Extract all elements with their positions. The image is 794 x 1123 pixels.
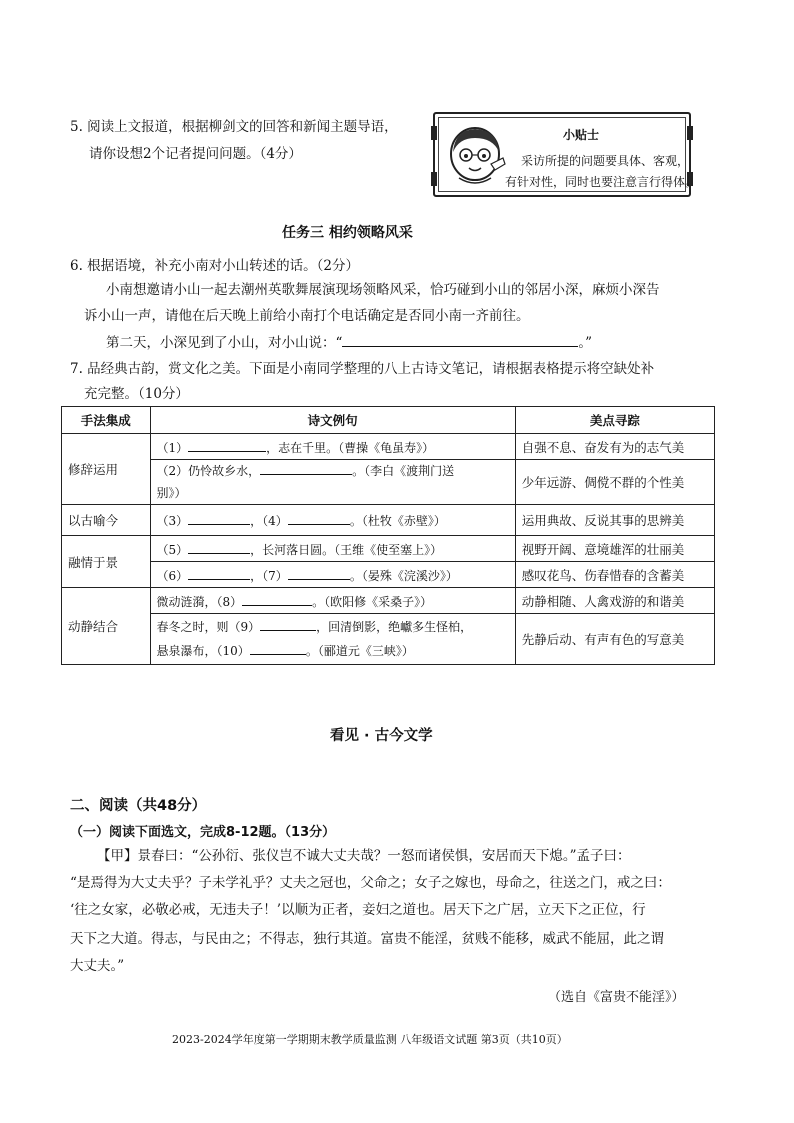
- tip-box: [433, 112, 698, 197]
- page-footer: 2023-2024学年度第一学期期末教学质量监测 八年级语文试题 第3页（共10页）: [172, 1033, 568, 1046]
- blank-6[interactable]: [188, 566, 250, 580]
- row2-example: （2）仍怜故乡水， 。（李白《渡荆门送 别》）: [150, 460, 515, 505]
- row7-beauty: 先静后动、有声有色的写意美: [515, 614, 714, 665]
- passage-line5: 大丈夫。”: [70, 958, 125, 974]
- blank-4[interactable]: [288, 511, 350, 525]
- q5-line2: 请你设想2个记者提问问题。（4分）: [89, 146, 302, 162]
- blank-5[interactable]: [188, 540, 250, 554]
- group-allusion: 以古喻今: [62, 505, 151, 536]
- blank-2[interactable]: [260, 461, 352, 475]
- q6-answer-blank[interactable]: [342, 333, 578, 347]
- row3-example: （3） ，（4） 。（杜牧《赤壁》）: [150, 505, 515, 536]
- table-header-row: [62, 407, 715, 434]
- table-row: [62, 536, 715, 562]
- tip-line1: 采访所提的问题要具体、客观，: [521, 154, 690, 168]
- row4-beauty: 视野开阔、意境雄浑的壮丽美: [515, 536, 714, 562]
- q7-line1: 7. 品经典古韵，赏文化之美。下面是小南同学整理的八上古诗文笔记，请根据表格提示将空缺处补: [70, 361, 655, 377]
- teacher-avatar-icon: [445, 124, 507, 188]
- tip-line2: 有针对性，同时也要注意言行得体。: [505, 175, 698, 189]
- table-row: [62, 588, 715, 614]
- blank-7[interactable]: [288, 566, 350, 580]
- table-row: [62, 614, 715, 665]
- q6-line4-suffix: 。”: [578, 335, 593, 351]
- q7-line2: 充完整。（10分）: [84, 386, 189, 402]
- passage-line2: “是焉得为大丈夫乎？子未学礼乎？丈夫之冠也，父命之；女子之嫁也，母命之，往送之门，戒之曰：: [70, 875, 671, 891]
- row5-example: （6） ，（7） 。（晏殊《浣溪沙》）: [150, 562, 515, 588]
- part2-title: 二、阅读（共48分）: [70, 798, 207, 814]
- group-scenery: 融情于景: [62, 536, 151, 588]
- row1-example: （1） ，志在千里。（曹操《龟虽寿》）: [150, 434, 515, 460]
- q6-line4: [106, 333, 592, 352]
- blank-1[interactable]: [188, 438, 266, 452]
- q6-line1: 6. 根据语境，补充小南对小山转述的话。（2分）: [70, 258, 360, 274]
- q6-line4-prefix: 第二天，小深见到了小山，对小山说：“: [106, 335, 343, 351]
- blank-3[interactable]: [188, 511, 250, 525]
- group-motion-stillness: 动静结合: [62, 588, 151, 665]
- row7-example: 春冬之时，则（9） ，回清倒影，绝巘多生怪柏， 悬泉瀑布，（10） 。（郦道元《三峡》）: [150, 614, 515, 665]
- row5-beauty: 感叹花鸟、伤春惜春的含蓄美: [515, 562, 714, 588]
- passage-line1: 【甲】景春曰：“公孙衍、张仪岂不诚大丈夫哉？一怒而诸侯惧，安居而天下熄。”孟子曰：: [97, 848, 631, 864]
- q6-line2: 小南想邀请小山一起去潮州英歌舞展演现场领略风采，恰巧碰到小山的邻居小深，麻烦小深告: [106, 282, 660, 298]
- group-rhetoric: 修辞运用: [62, 434, 151, 505]
- q5-line1: 5. 阅读上文报道，根据柳剑文的回答和新闻主题导语，: [70, 119, 398, 135]
- row6-example: 微动涟漪，（8） 。（欧阳修《采桑子》）: [150, 588, 515, 614]
- passage-line4: 天下之大道。得志，与民由之；不得志，独行其道。富贵不能淫，贫贱不能移，威武不能屈，此之谓: [70, 931, 664, 947]
- table-row: [62, 434, 715, 460]
- table-row: [62, 562, 715, 588]
- blank-8[interactable]: [242, 592, 312, 606]
- tip-title: 小贴士: [563, 128, 600, 142]
- sub1-title: （一）阅读下面选文，完成8-12题。（13分）: [70, 825, 336, 840]
- header-beauty: 美点寻踪: [515, 407, 714, 434]
- header-technique: 手法集成: [62, 407, 151, 434]
- row4-example: （5） ，长河落日圆。（王维《使至塞上》）: [150, 536, 515, 562]
- poetry-notes-table: [61, 406, 715, 665]
- blank-9[interactable]: [260, 617, 316, 631]
- header-example: 诗文例句: [150, 407, 515, 434]
- passage-source: （选自《富贵不能淫》）: [548, 990, 685, 1005]
- q6-line3: 诉小山一声，请他在后天晚上前给小南打个电话确定是否同小南一齐前往。: [84, 308, 530, 324]
- section-title: 看见 · 古今文学: [330, 728, 433, 744]
- table-row: [62, 460, 715, 505]
- task3-heading: 任务三 相约领略风采: [282, 225, 413, 241]
- passage-line3: ‘往之女家，必敬必戒，无违夫子！’以顺为正者，妾妇之道也。居天下之广居，立天下之正位，行: [70, 902, 646, 918]
- blank-10[interactable]: [250, 641, 306, 655]
- row6-beauty: 动静相随、人禽戏游的和谐美: [515, 588, 714, 614]
- row1-beauty: 自强不息、奋发有为的志气美: [515, 434, 714, 460]
- row3-beauty: 运用典故、反说其事的思辨美: [515, 505, 714, 536]
- table-row: [62, 505, 715, 536]
- row2-beauty: 少年远游、倜傥不群的个性美: [515, 460, 714, 505]
